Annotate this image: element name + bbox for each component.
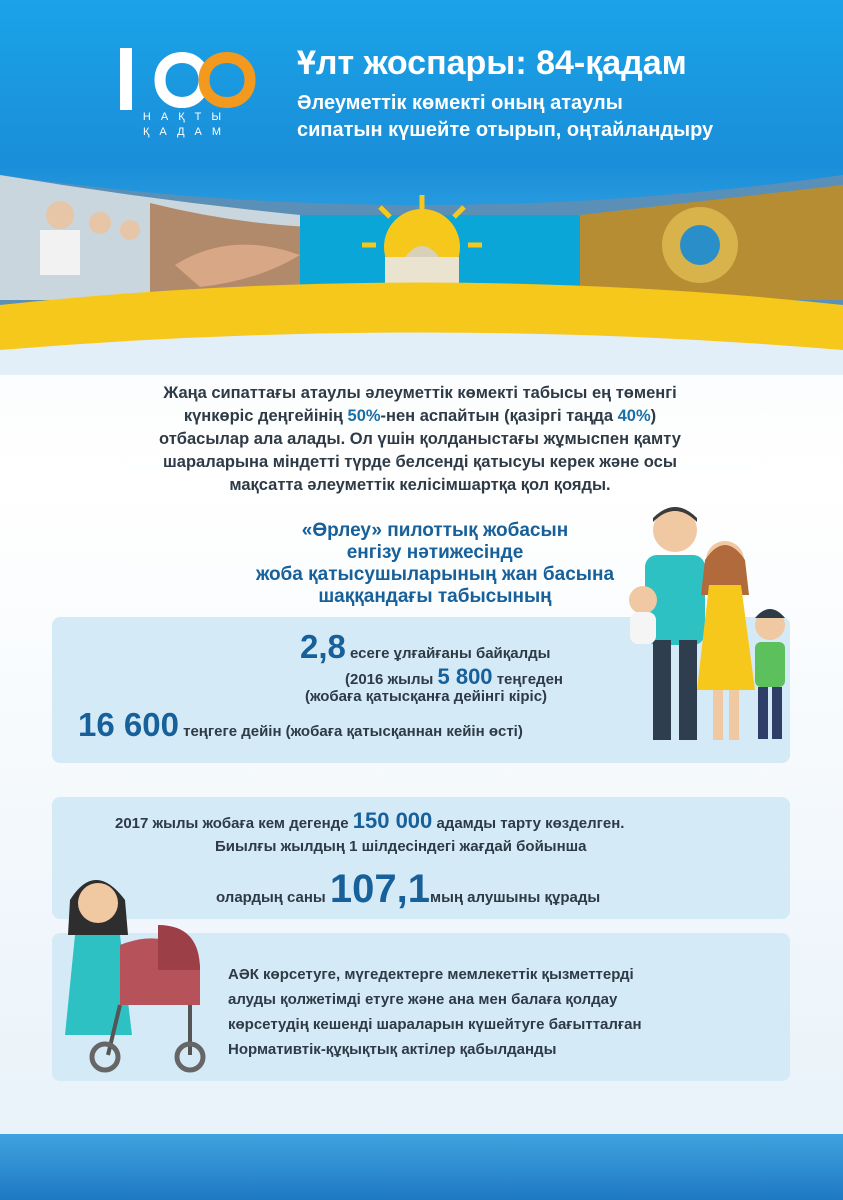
page-title: Ұлт жоспары: 84-қадам [297,44,687,82]
subtitle-line-1: Әлеуметтік көмекті оның атаулы [297,92,623,114]
income-before-note: (жобаға қатысқанға дейінгі кіріс) [305,688,548,705]
acts-text: АӘК көрсетуге, мүгедектерге мемлекеттік қызметтерді алуды қолжетімді етуге және ана мен балаға қолдау көрсетудің кешенді шараларын күшейтуге бағытталған Нормативтік-құқықтық актілер қабылданды [228,966,642,1058]
logo-caption-bottom: ҚАДАМ [142,126,232,138]
participants-target: 2017 жылы жобаға кем дегенде 150 000 адамды тарту көзделген. [115,808,625,833]
mother-stroller-illustration [60,865,210,1080]
participants-date-line: Биылғы жылдың 1 шілдесіндегі жағдай бойынша [215,838,587,855]
income-multiplier: 2,8 есеге ұлғайғаны байқалды [300,628,551,665]
income-after: 16 600 теңгеге дейін (жобаға қатысқаннан кейін өсті) [78,706,523,743]
logo-caption [112,110,262,140]
logo-caption-top: НАҚТЫ [142,111,232,123]
photo-strip [0,175,843,375]
highlight-50-percent: 50% [347,407,381,425]
subtitle-line-2: сипатын күшейте отырып, оңтайландыру [297,119,714,141]
income-before: (2016 жылы 5 800 теңгеден [345,664,563,689]
page-subtitle [297,90,817,144]
highlight-40-percent: 40% [617,407,651,425]
footer-bar [0,1134,843,1200]
participants-current: олардың саны 107,1мың алушыны құрады [216,867,601,911]
orleu-heading: «Өрлеу» пилоттық жобасын енгізу нәтижесінде жоба қатысушыларының жан басына шаққандағы табысының [255,520,615,607]
family-illustration [605,500,805,755]
intro-paragraph: Жаңа сипаттағы атаулы әлеуметтік көмекті табысы ең төменгі күнкөріс деңгейінің 50%-нен аспайтын (қазіргі таңда 40%) отбасылар ала алады. Ол үшін қолданыстағы жұмыспен қамту шараларына міндетті түрде белсенді қатысуы керек және осы мақсатта әлеуметтік келісімшартқа қол қояды. [159,384,681,494]
